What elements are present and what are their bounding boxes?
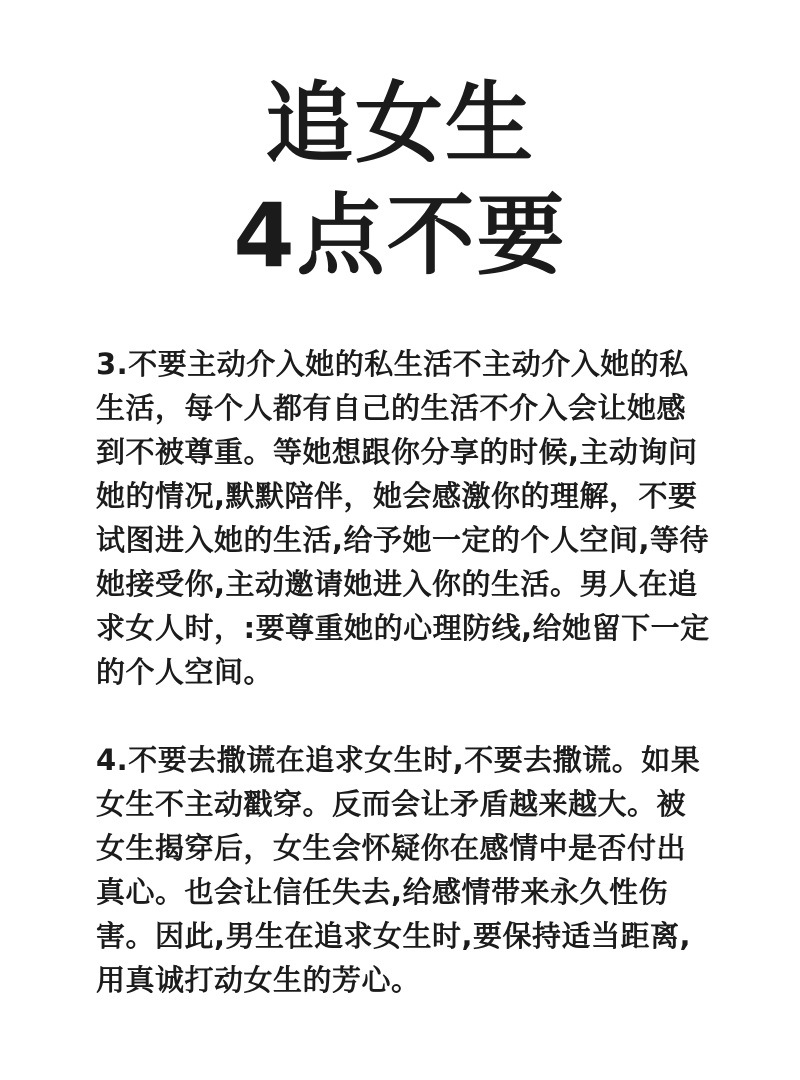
title-line-2: 4点不要 (233, 184, 567, 287)
paragraph-3-line: 她接受你,主动邀请她进入你的生活。男人在追 (96, 567, 698, 601)
paragraph-4-line: 女生揭穿后，女生会怀疑你在感情中是否付出 (96, 831, 687, 865)
paragraph-3 (96, 342, 716, 694)
paragraph-4-line: 真心。也会让信任失去,给感情带来永久性伤 (96, 875, 669, 909)
paragraph-3-line: 她的情况,默默陪伴，她会感激你的理解，不要 (96, 479, 698, 513)
paragraph-4-line: 4.不要去撒谎在追求女生时,不要去撒谎。如果 (96, 743, 701, 777)
paragraph-3-line: 3.不要主动介入她的私生活不主动介入她的私 (96, 347, 689, 381)
body-text (96, 342, 716, 1002)
page-title (0, 68, 800, 292)
paragraph-3-line: 到不被尊重。等她想跟你分享的时候,主动询问 (96, 435, 698, 469)
paragraph-3-line: 的个人空间。 (96, 655, 274, 689)
paragraph-4-line: 女生不主动戳穿。反而会让矛盾越来越大。被 (96, 787, 687, 821)
paragraph-3-line: 生活，每个人都有自己的生活不介入会让她感 (96, 391, 687, 425)
paragraph-4 (96, 738, 716, 1002)
paragraph-spacer (96, 694, 716, 738)
paragraph-3-line: 试图进入她的生活,给予她一定的个人空间,等待 (96, 523, 710, 557)
paragraph-3-line: 求女人时，:要尊重她的心理防线,给她留下一定 (96, 611, 710, 645)
paragraph-4-line: 害。因此,男生在追求女生时,要保持适当距离, (96, 919, 692, 953)
paragraph-4-line: 用真诚打动女生的芳心。 (96, 963, 421, 997)
title-line-1: 追女生 (264, 72, 535, 175)
